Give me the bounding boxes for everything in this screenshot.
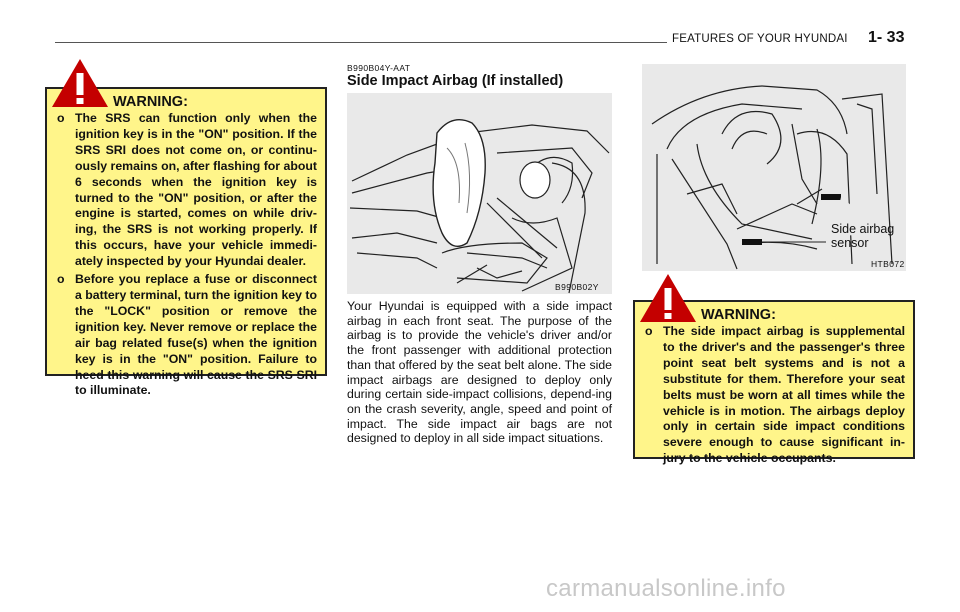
warning-item: [55, 272, 317, 399]
sensor-label-line1: Side airbag: [831, 222, 895, 236]
header-title: FEATURES OF YOUR HYUNDAI: [672, 33, 848, 45]
bullet: o: [57, 111, 65, 125]
warning-item-text: The side impact airbag is supplemental to the driver's and the passenger's three point seat belt systems and is not a substitute for them. Therefore your seat belts must be worn at all times while the vehicle is in motion. The airbags deploy only in certain side impact conditions severe enough to cause significant in-jury to the vehicle occupants.: [663, 324, 905, 466]
section-code: B990B04Y-AAT: [347, 63, 411, 73]
warning-box-left: [45, 87, 327, 398]
warning-triangle-icon: [50, 57, 110, 109]
warning-list: [55, 111, 317, 401]
warning-list: [643, 324, 905, 469]
bullet: o: [57, 272, 65, 287]
figure-code: B990B02Y: [555, 282, 599, 292]
watermark: carmanualsonline.info: [546, 575, 786, 602]
warning-heading: WARNING:: [701, 307, 776, 323]
bullet: o: [645, 324, 653, 338]
header-rule: [55, 42, 667, 43]
side-airbag-drawing: [347, 93, 612, 294]
section-body: Your Hyundai is equipped with a side impact airbag in each front seat. The purpose of the airbag is to provide the vehicle's driver and/or the front passenger with additional protection than that offered by the seat belt alone. The side impact airbags are designed to deploy only during certain side-impact collisions, depend-ing on the crash severity, angle, speed and point of impact. The side impact air bags are not designed to deploy in all side impact situations.: [347, 299, 612, 446]
warning-heading: WARNING:: [113, 94, 188, 110]
section-title: Side Impact Airbag (If installed): [347, 73, 564, 89]
warning-item-text: Before you replace a fuse or disconnect a battery terminal, turn the ignition key to the "LOCK" position or remove the ignition key. Never remove or replace the air bag related fuse(s) when the ignition key is in the "ON" position. Failure to heed this warning will cause the SRS SRI to illuminate.: [75, 272, 317, 398]
page-number: 1- 33: [868, 29, 905, 46]
side-airbag-illustration: [347, 93, 612, 294]
warning-item-text: The SRS can function only when the ignition key is in the "ON" position. If the SRS SRI does not come on, or continu-ously remains on, after flashing for about 6 seconds when the ignition key is turned to the "ON" position, or after the engine is started, comes on while driv-ing, the SRS is not working properly. If this occurs, have your vehicle immedi-ately inspected by your Hyundai dealer.: [75, 111, 317, 269]
warning-item: [643, 324, 905, 467]
warning-item: [55, 111, 317, 270]
sensor-label: [831, 222, 911, 250]
figure-code: HTB072: [871, 259, 905, 269]
warning-triangle-icon: [638, 272, 698, 324]
sensor-label-line2: sensor: [831, 236, 869, 250]
